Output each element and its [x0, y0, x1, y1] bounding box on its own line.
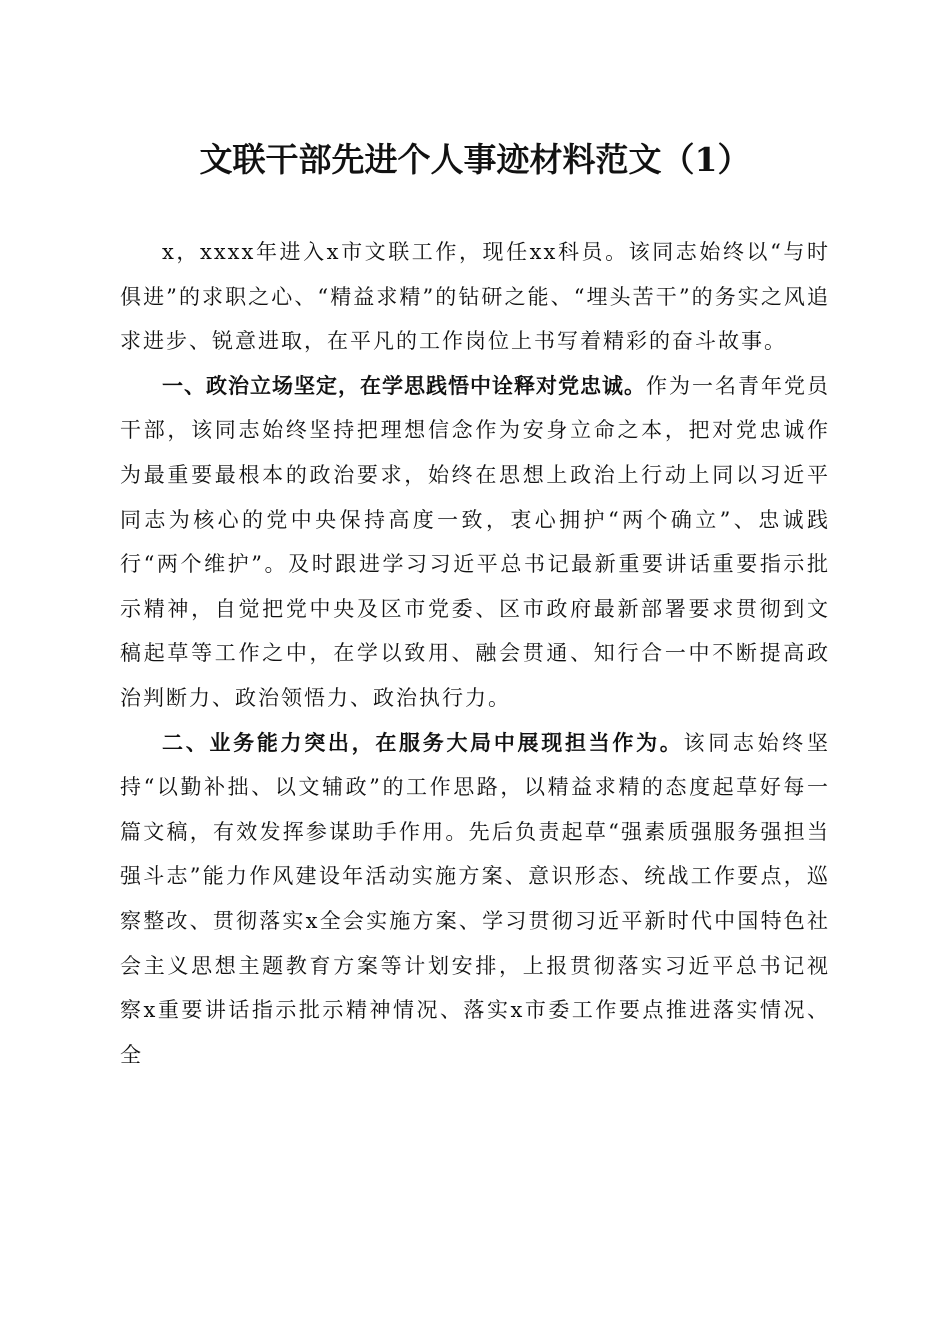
paragraph-text: 该同志始终坚持“以勤补拙、以文辅政”的工作思路，以精益求精的态度起草好每一篇文稿，有效发挥参谋助手作用。先后负责起草“强素质强服务强担当强斗志”能力作风建设年活动实施方案、意识形态、统战工作要点，巡察整改、贯彻落实x全会实施方案、学习贯彻习近平新时代中国特色社会主义思想主题教育方案等计划安排，上报贯彻落实习近平总书记视察x重要讲话指示批示精神情况、落实x市委工作要点推进落实情况、全: [120, 730, 831, 1067]
paragraph-section-2: [120, 721, 830, 1078]
document-body: [120, 230, 830, 1077]
paragraph-section-1: [120, 364, 830, 721]
document-title: 文联干部先进个人事迹材料范文（1）: [199, 140, 751, 179]
paragraph-text: 作为一名青年党员干部，该同志始终坚持把理想信念作为安身立命之本，把对党忠诚作为最重要最根本的政治要求，始终在思想上政治上行动上同以习近平同志为核心的党中央保持高度一致，衷心拥护“两个确立”、忠诚践行“两个维护”。及时跟进学习习近平总书记最新重要讲话重要指示批示精神，自觉把党中央及区市党委、区市政府最新部署要求贯彻到文稿起草等工作之中，在学以致用、融会贯通、知行合一中不断提高政治判断力、政治领悟力、政治执行力。: [120, 373, 830, 710]
section-heading: 二、业务能力突出，在服务大局中展现担当作为。: [162, 730, 684, 755]
section-heading: 一、政治立场坚定，在学思践悟中诠释对党忠诚。: [162, 373, 646, 398]
paragraph-intro: [120, 230, 830, 364]
paragraph-text: x，xxxx年进入x市文联工作，现任xx科员。该同志始终以“与时俱进”的求职之心、“精益求精”的钻研之能、“埋头苦干”的务实之风追求进步、锐意进取，在平凡的工作岗位上书写着精彩的奋斗故事。: [120, 240, 830, 354]
